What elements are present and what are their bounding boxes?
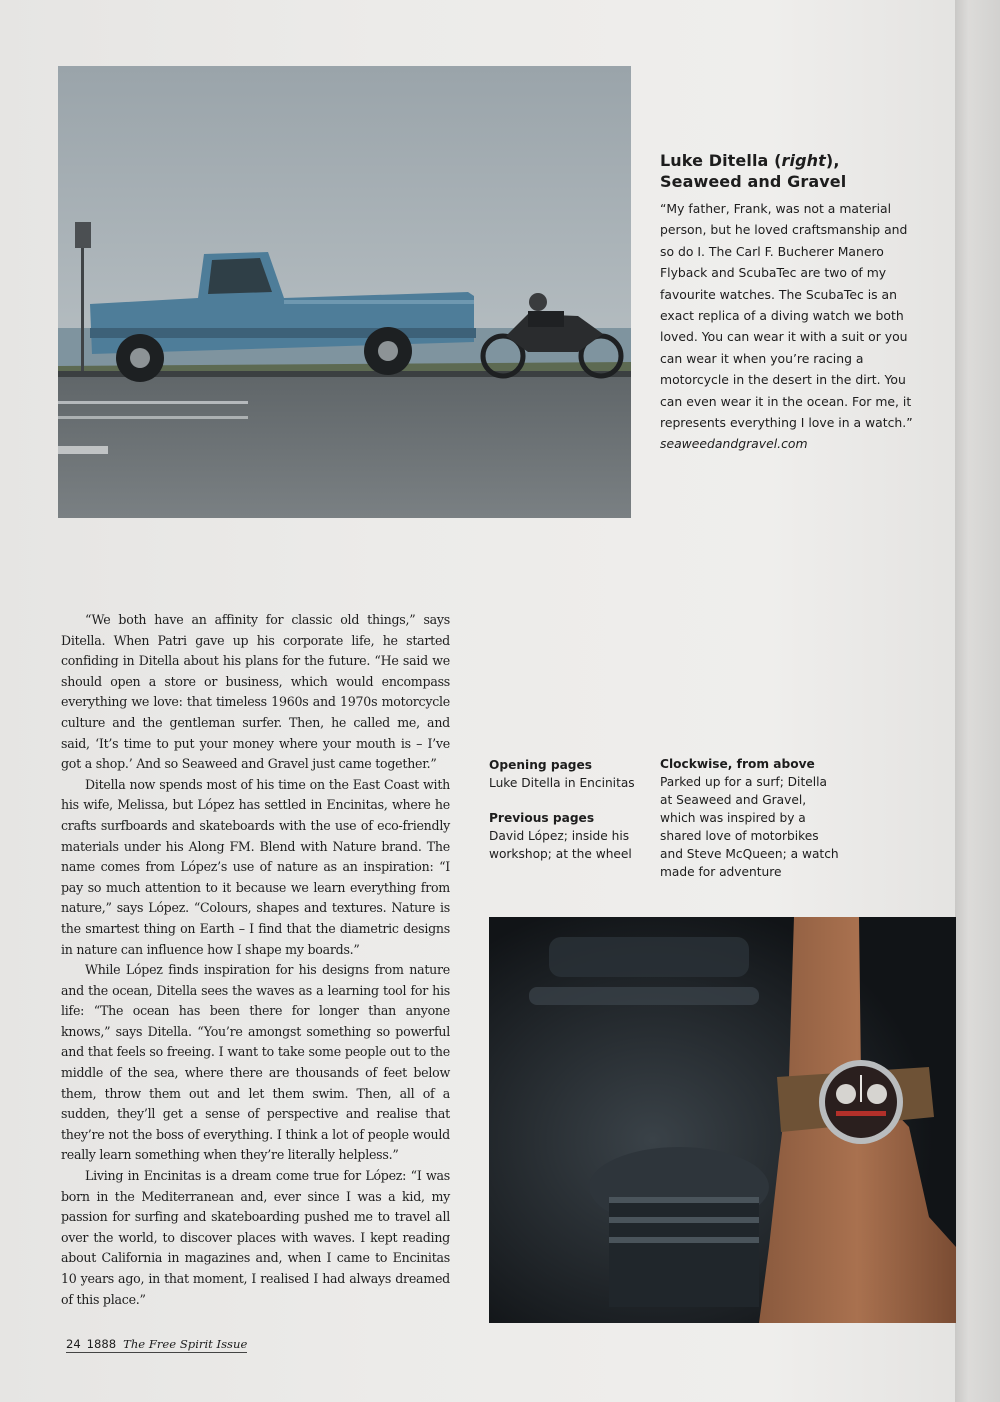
article-paragraph: Living in Encinitas is a dream come true for López: “I was born in the Mediterranean and, ever since I was a kid, my passion for surfing and skateboarding pushed me to travel all over the world, to discover places with waves. I kept reading about California in magazines and, when I came to Encinitas 10 years ago, in that moment, I realised I had always dreamed of this place.” [61,1168,450,1307]
watch-photo [489,917,956,1323]
magazine-name: 1888 [86,1337,117,1351]
profile-name: Luke Ditella [660,151,769,170]
page-number: 24 [66,1337,81,1351]
caption-opening-pages [489,756,639,792]
article-paragraph: Ditella now spends most of his time on the East Coast with his wife, Melissa, but López has settled in Encinitas, where he crafts surfboards and skateboards with the use of eco-friendly materials under his Along FM. Blend with Nature brand. The name comes from López’s use of nature as an inspiration: “I pay so much attention to it because we learn everything from nature,” says López. “Colours, shapes and textures. Nature is the smartest thing on Earth – I find that the diametric designs in nature can influence how I shape my boards.” [61,776,450,957]
profile-heading: Luke Ditella (right), Seaweed and Gravel [660,151,847,191]
caption-clockwise [660,755,840,881]
caption-opening-heading: Opening pages [489,758,593,772]
profile-quote [660,198,922,455]
caption-clockwise-text: Parked up for a surf; Ditella at Seaweed and Gravel, which was inspired by a shared love of motorbikes and Steve McQueen; a watch made for adventure [660,775,839,879]
caption-previous-pages [489,809,639,863]
profile-name-suffix: ), [825,151,840,170]
caption-previous-heading: Previous pages [489,811,595,825]
profile-quote-text: “My father, Frank, was not a material person, but he loved craftsmanship and so do I. The Carl F. Bucherer Manero Flyback and ScubaTec are two of my favourite watches. The ScubaTec is an exact replica of a diving watch we both loved. You can wear it with a suit or you can wear it when you’re racing a motorcycle in the desert in the dirt. You can even wear it in the ocean. For me, it represents everything I love in a watch.” [660,201,913,431]
sign-post [81,236,84,371]
caption-previous-text: David López; inside his workshop; at the wheel [489,829,632,861]
caption-clockwise-heading: Clockwise, from above [660,757,815,771]
article-body [61,610,450,1310]
truck-photo [58,66,631,518]
road [58,371,631,518]
page-footer [66,1337,247,1353]
road-sign [75,222,91,248]
caption-opening-text: Luke Ditella in Encinitas [489,776,635,790]
article-paragraph: While López finds inspiration for his designs from nature and the ocean, Ditella sees the waves as a learning tool for his life: “The ocean has been there for longer than anyone knows,” says Ditella. “You’re amongst something so powerful and that feels so freeing. I want to take some people out to the middle of the sea, where there are thousands of feet below them, throw them out and let them swim. Then, all of a sudden, they’ll get a sense of perspective and realise that they’re not the boss of everything. I think a lot of people would really learn something when they’re literally helpless.” [61,962,450,1163]
profile-website: seaweedandgravel.com [660,436,808,452]
watch [819,1060,903,1144]
issue-name: The Free Spirit Issue [123,1337,248,1351]
profile-name-note: right [781,151,826,170]
profile-sidebar [660,150,922,455]
profile-company: Seaweed and Gravel [660,172,847,191]
article-paragraph: “We both have an affinity for classic old things,” says Ditella. When Patri gave up his corporate life, he started confiding in Ditella about his plans for the future. “He said we should open a store or business, which would encompass everything we love: that timeless 1960s and 1970s motorcycle culture and the gentleman surfer. Then, he called me, and said, ‘It’s time to put your money where your mouth is – I’ve got a shop.’ And so Seaweed and Gravel just came together.” [61,612,450,772]
next-page-edge [955,0,1000,1402]
